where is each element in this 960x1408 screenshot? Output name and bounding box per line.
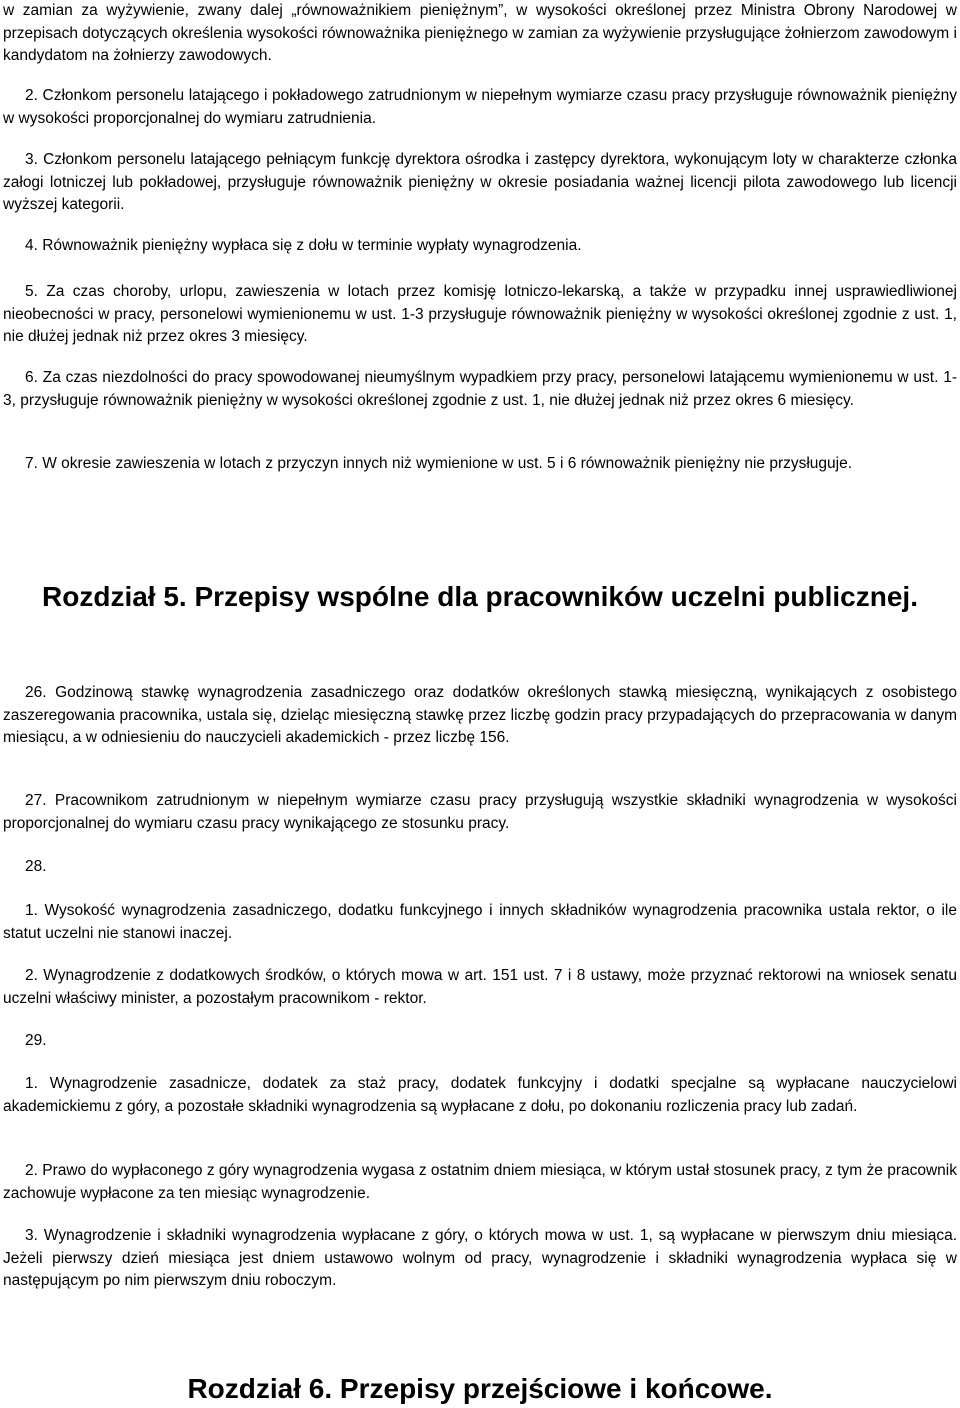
- paragraph-section-26: 26. Godzinową stawkę wynagrodzenia zasadniczego oraz dodatków określonych stawką miesięczną, wynikających z osobistego zaszeregowania pracownika, ustala się, dzieląc miesięczną stawkę przez liczbę godzin pracy przypadających do przepracowania w danym miesiącu, a w odniesieniu do nauczycieli akademickich - przez liczbę 156.: [3, 684, 957, 746]
- paragraph-ust-4: 4. Równoważnik pieniężny wypłaca się z dołu w terminie wypłaty wynagrodzenia.: [25, 237, 582, 254]
- section-29-number: 29.: [25, 1032, 47, 1049]
- paragraph-ust-2: 2. Członkom personelu latającego i pokładowego zatrudnionym w niepełnym wymiarze czasu pracy przysługuje równoważnik pieniężny w wysokości proporcjonalnej do wymiaru zatrudnienia.: [3, 87, 957, 127]
- paragraph-28-ust-2: 2. Wynagrodzenie z dodatkowych środków, o których mowa w art. 151 ust. 7 i 8 ustawy, może przyznać rektorowi na wniosek senatu uczelni właściwy minister, a pozostałym pracownikom - rektor.: [3, 967, 957, 1007]
- paragraph-29-ust-1: 1. Wynagrodzenie zasadnicze, dodatek za staż pracy, dodatek funkcyjny i dodatki specjalne są wypłacane nauczycielowi akademickiemu z góry, a pozostałe składniki wynagrodzenia są wypłacane z dołu, po dokonaniu rozliczenia pracy lub zadań.: [3, 1075, 957, 1115]
- paragraph-ust-7: 7. W okresie zawieszenia w lotach z przyczyn innych niż wymienione w ust. 5 i 6 równoważnik pieniężny nie przysługuje.: [25, 455, 853, 472]
- paragraph-intro-continuation: w zamian za wyżywienie, zwany dalej „równoważnikiem pieniężnym”, w wysokości określonej przez Ministra Obrony Narodowej w przepisach dotyczących określenia wysokości równoważnika pieniężnego w zamian za wyżywienie przysługujące żołnierzom zawodowym i kandydatom na żołnierzy zawodowych.: [3, 2, 957, 64]
- chapter-5-heading: Rozdział 5. Przepisy wspólne dla pracowników uczelni publicznej.: [42, 581, 918, 612]
- chapter-6-heading: Rozdział 6. Przepisy przejściowe i końcowe.: [187, 1373, 773, 1404]
- paragraph-28-ust-1: 1. Wysokość wynagrodzenia zasadniczego, dodatku funkcyjnego i innych składników wynagrodzenia pracownika ustala rektor, o ile statut uczelni nie stanowi inaczej.: [3, 902, 957, 942]
- paragraph-29-ust-2: 2. Prawo do wypłaconego z góry wynagrodzenia wygasa z ostatnim dniem miesiąca, w którym ustał stosunek pracy, z tym że pracownik zachowuje wypłacone za ten miesiąc wynagrodzenie.: [3, 1162, 957, 1202]
- paragraph-ust-6: 6. Za czas niezdolności do pracy spowodowanej nieumyślnym wypadkiem przy pracy, personelowi latającemu wymienionemu w ust. 1-3, przysługuje równoważnik pieniężny w wysokości określonej zgodnie z ust. 1, nie dłużej jednak niż przez okres 6 miesięcy.: [3, 369, 957, 409]
- paragraph-29-ust-3: 3. Wynagrodzenie i składniki wynagrodzenia wypłacane z góry, o których mowa w ust. 1, są wypłacane w pierwszym dniu miesiąca. Jeżeli pierwszy dzień miesiąca jest dniem ustawowo wolnym od pracy, wynagrodzenie i składniki wynagrodzenia wypłaca się w następującym po nim pierwszym dniu roboczym.: [3, 1227, 957, 1289]
- section-28-number: 28.: [25, 858, 47, 875]
- paragraph-ust-5: 5. Za czas choroby, urlopu, zawieszenia w lotach przez komisję lotniczo-lekarską, a także w przypadku innej usprawiedliwionej nieobecności w pracy, personelowi wymienionemu w ust. 1-3 przysługuje równoważnik pieniężny w wysokości określonej zgodnie z ust. 1, nie dłużej jednak niż przez okres 3 miesięcy.: [3, 283, 957, 345]
- paragraph-ust-3: 3. Członkom personelu latającego pełniącym funkcję dyrektora ośrodka i zastępcy dyrektora, wykonującym loty w charakterze członka załogi lotniczej lub pokładowej, przysługuje równoważnik pieniężny w okresie posiadania ważnej licencji pilota zawodowego lub licencji wyższej kategorii.: [3, 151, 957, 213]
- paragraph-section-27: 27. Pracownikom zatrudnionym w niepełnym wymiarze czasu pracy przysługują wszystkie składniki wynagrodzenia w wysokości proporcjonalnej do wymiaru czasu pracy wynikającego ze stosunku pracy.: [3, 792, 957, 832]
